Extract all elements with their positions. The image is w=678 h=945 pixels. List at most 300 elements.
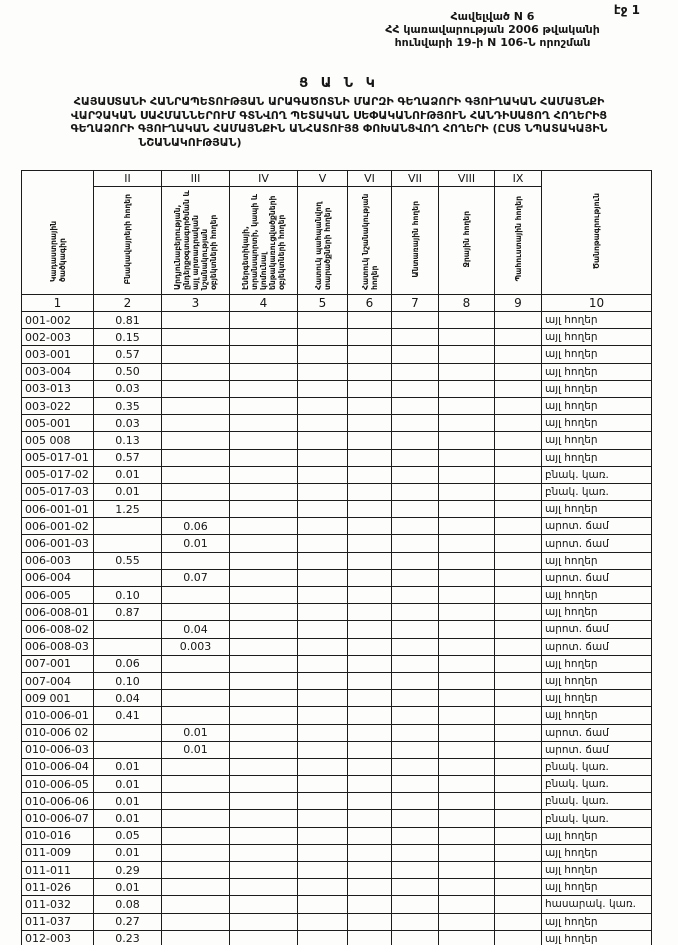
cell-settlement-value: 0.41 <box>94 707 162 724</box>
cell-empty-col8 <box>439 449 495 466</box>
header-forest-lands-label: Անտառային հողեր <box>410 200 420 278</box>
cell-empty-col6 <box>348 604 392 621</box>
cell-settlement-value: 0.01 <box>94 758 162 775</box>
cell-note: այլ հողեր <box>542 329 652 346</box>
cell-industrial-value <box>162 707 230 724</box>
cell-empty-col6 <box>348 587 392 604</box>
cell-note: այլ հողեր <box>542 312 652 329</box>
table-row <box>22 363 652 380</box>
cell-empty-col6 <box>348 380 392 397</box>
cell-cadastral-code: 010-006-03 <box>22 741 94 758</box>
cell-empty-col7 <box>392 741 439 758</box>
cell-cadastral-code: 006-008-03 <box>22 638 94 655</box>
cell-empty-col9 <box>495 483 542 500</box>
cell-empty-col7 <box>392 621 439 638</box>
header-industrial-lands <box>162 187 230 295</box>
decree-line-annex: Հավելված N 6 <box>450 10 535 23</box>
cell-settlement-value <box>94 535 162 552</box>
cell-empty-col7 <box>392 844 439 861</box>
cell-empty-col9 <box>495 844 542 861</box>
cell-note: արոտ. ճամ <box>542 741 652 758</box>
cell-empty-col4 <box>230 896 298 913</box>
cell-empty-col5 <box>298 569 348 586</box>
cell-settlement-value: 0.29 <box>94 862 162 879</box>
cell-empty-col8 <box>439 913 495 930</box>
cell-cadastral-code: 005-001 <box>22 415 94 432</box>
cell-empty-col6 <box>348 638 392 655</box>
cell-empty-col6 <box>348 913 392 930</box>
cell-empty-col5 <box>298 741 348 758</box>
cell-empty-col9 <box>495 930 542 945</box>
cell-note: բնակ. կառ. <box>542 483 652 500</box>
roman-numeral-vi: VI <box>348 171 392 187</box>
cell-settlement-value: 0.01 <box>94 483 162 500</box>
cell-empty-col6 <box>348 569 392 586</box>
cell-industrial-value <box>162 329 230 346</box>
cell-note: այլ հողեր <box>542 862 652 879</box>
table-row <box>22 329 652 346</box>
cell-industrial-value: 0.01 <box>162 724 230 741</box>
header-special-purpose-lands <box>348 187 392 295</box>
cell-cadastral-code: 005-017-03 <box>22 483 94 500</box>
cell-empty-col7 <box>392 672 439 689</box>
roman-numeral-iv: IV <box>230 171 298 187</box>
cell-empty-col5 <box>298 518 348 535</box>
cell-note: այլ հողեր <box>542 879 652 896</box>
table-row <box>22 776 652 793</box>
cell-cadastral-code: 006-003 <box>22 552 94 569</box>
cell-empty-col6 <box>348 724 392 741</box>
cell-empty-col5 <box>298 638 348 655</box>
table-row <box>22 741 652 758</box>
column-number-6: 6 <box>348 295 392 312</box>
cell-empty-col6 <box>348 346 392 363</box>
cell-empty-col5 <box>298 690 348 707</box>
cell-empty-col7 <box>392 466 439 483</box>
cell-empty-col8 <box>439 466 495 483</box>
cell-empty-col4 <box>230 810 298 827</box>
cell-industrial-value <box>162 312 230 329</box>
cell-empty-col7 <box>392 690 439 707</box>
cell-empty-col4 <box>230 827 298 844</box>
cell-empty-col6 <box>348 655 392 672</box>
cell-empty-col4 <box>230 741 298 758</box>
cell-empty-col9 <box>495 741 542 758</box>
title-line-1: ՀԱՅԱՍՏԱՆԻ ՀԱՆՐԱՊԵՏՈՒԹՅԱՆ ԱՐԱԳԱԾՈՏՆԻ ՄԱՐԶԻ ԳԵՂԱՁՈՐԻ ԳՅՈՒՂԱԿԱՆ ՀԱՄԱՅՆՔԻ <box>73 95 605 108</box>
cell-empty-col5 <box>298 655 348 672</box>
cell-note: այլ հողեր <box>542 380 652 397</box>
table-row <box>22 449 652 466</box>
cell-empty-col6 <box>348 776 392 793</box>
header-protected-areas-lands-label: Հատուկ պահպանվող տարածքների հողեր <box>313 201 332 290</box>
cell-empty-col7 <box>392 930 439 945</box>
cell-settlement-value: 0.01 <box>94 810 162 827</box>
cell-empty-col8 <box>439 501 495 518</box>
cell-empty-col7 <box>392 552 439 569</box>
cell-cadastral-code: 002-003 <box>22 329 94 346</box>
cell-empty-col7 <box>392 879 439 896</box>
cell-empty-col8 <box>439 741 495 758</box>
cell-empty-col7 <box>392 707 439 724</box>
cell-empty-col4 <box>230 930 298 945</box>
table-row <box>22 380 652 397</box>
cell-industrial-value <box>162 415 230 432</box>
table-row <box>22 535 652 552</box>
cell-cadastral-code: 003-001 <box>22 346 94 363</box>
cell-empty-col8 <box>439 432 495 449</box>
cell-empty-col7 <box>392 569 439 586</box>
cell-empty-col8 <box>439 415 495 432</box>
cell-settlement-value <box>94 569 162 586</box>
cell-industrial-value: 0.01 <box>162 535 230 552</box>
cell-empty-col9 <box>495 913 542 930</box>
cell-note: արոտ. ճամ <box>542 518 652 535</box>
cell-empty-col4 <box>230 415 298 432</box>
table-row <box>22 930 652 945</box>
cell-settlement-value: 0.57 <box>94 449 162 466</box>
cell-empty-col4 <box>230 312 298 329</box>
cell-empty-col8 <box>439 879 495 896</box>
cell-note: արոտ. ճամ <box>542 638 652 655</box>
cell-cadastral-code: 006-001-03 <box>22 535 94 552</box>
cell-note: այլ հողեր <box>542 672 652 689</box>
table-body <box>22 312 652 945</box>
cell-empty-col8 <box>439 862 495 879</box>
cell-empty-col6 <box>348 501 392 518</box>
cell-empty-col7 <box>392 587 439 604</box>
cell-empty-col6 <box>348 896 392 913</box>
cell-empty-col4 <box>230 758 298 775</box>
cell-empty-col8 <box>439 483 495 500</box>
cell-empty-col4 <box>230 690 298 707</box>
cell-empty-col6 <box>348 483 392 500</box>
cell-empty-col7 <box>392 724 439 741</box>
cell-industrial-value <box>162 672 230 689</box>
table-row <box>22 397 652 414</box>
title-line-2: ՎԱՐՉԱԿԱՆ ՍԱՀՄԱՆՆԵՐՈՒՄ ԳՏՆՎՈՂ ՊԵՏԱԿԱՆ ՍԵՓԱԿԱՆՈՒԹՅՈՒՆ ՀԱՆԴԻՍԱՑՈՂ ՀՈՂԵՐԻՑ <box>70 108 608 122</box>
cell-empty-col7 <box>392 483 439 500</box>
cell-empty-col4 <box>230 432 298 449</box>
cell-empty-col7 <box>392 827 439 844</box>
cell-note: այլ հողեր <box>542 363 652 380</box>
cell-settlement-value: 0.10 <box>94 587 162 604</box>
cell-empty-col9 <box>495 312 542 329</box>
cell-empty-col7 <box>392 810 439 827</box>
header-industrial-lands-label: Արդյունաբերության, ընդերքօգտագործման և այլ արտադրական նշանակության օբյեկտների հողեր <box>173 190 218 290</box>
cell-cadastral-code: 011-009 <box>22 844 94 861</box>
cell-empty-col8 <box>439 655 495 672</box>
cell-empty-col6 <box>348 621 392 638</box>
cell-empty-col6 <box>348 552 392 569</box>
cell-empty-col9 <box>495 621 542 638</box>
cell-empty-col5 <box>298 604 348 621</box>
cell-cadastral-code: 010-016 <box>22 827 94 844</box>
cell-settlement-value <box>94 724 162 741</box>
cell-note: բնակ. կառ. <box>542 776 652 793</box>
cell-empty-col6 <box>348 415 392 432</box>
header-water-lands <box>439 187 495 295</box>
cell-empty-col4 <box>230 535 298 552</box>
cell-empty-col4 <box>230 483 298 500</box>
cell-empty-col7 <box>392 518 439 535</box>
cell-settlement-value <box>94 621 162 638</box>
cell-empty-col8 <box>439 363 495 380</box>
cell-cadastral-code: 003-022 <box>22 397 94 414</box>
cell-empty-col8 <box>439 346 495 363</box>
cell-empty-col7 <box>392 312 439 329</box>
cell-cadastral-code: 006-001-01 <box>22 501 94 518</box>
cell-empty-col9 <box>495 707 542 724</box>
cell-empty-col9 <box>495 810 542 827</box>
cell-empty-col6 <box>348 432 392 449</box>
cell-settlement-value: 0.08 <box>94 896 162 913</box>
column-number-2: 2 <box>94 295 162 312</box>
cell-empty-col8 <box>439 930 495 945</box>
cell-industrial-value <box>162 776 230 793</box>
cell-cadastral-code: 010-006-05 <box>22 776 94 793</box>
cell-settlement-value: 0.15 <box>94 329 162 346</box>
table-row <box>22 690 652 707</box>
table-row <box>22 862 652 879</box>
cell-note: արոտ. ճամ <box>542 535 652 552</box>
cell-empty-col7 <box>392 380 439 397</box>
cell-empty-col5 <box>298 621 348 638</box>
cell-industrial-value <box>162 449 230 466</box>
cell-note: այլ հողեր <box>542 449 652 466</box>
header-cadastral-code <box>22 171 94 295</box>
cell-empty-col6 <box>348 827 392 844</box>
cell-empty-col5 <box>298 483 348 500</box>
cell-empty-col9 <box>495 466 542 483</box>
cell-empty-col9 <box>495 672 542 689</box>
cell-settlement-value: 0.23 <box>94 930 162 945</box>
cell-empty-col5 <box>298 810 348 827</box>
cell-cadastral-code: 007-001 <box>22 655 94 672</box>
cell-empty-col9 <box>495 329 542 346</box>
cell-empty-col6 <box>348 672 392 689</box>
cell-empty-col9 <box>495 896 542 913</box>
cell-empty-col9 <box>495 638 542 655</box>
cell-note: այլ հողեր <box>542 346 652 363</box>
cell-empty-col7 <box>392 638 439 655</box>
table-row <box>22 466 652 483</box>
cell-empty-col5 <box>298 587 348 604</box>
cell-empty-col8 <box>439 535 495 552</box>
cell-empty-col6 <box>348 707 392 724</box>
cell-empty-col8 <box>439 552 495 569</box>
cell-note: բնակ. կառ. <box>542 793 652 810</box>
cell-empty-col5 <box>298 312 348 329</box>
cell-empty-col9 <box>495 432 542 449</box>
decree-reference-block <box>300 10 678 49</box>
cell-industrial-value <box>162 552 230 569</box>
table-row <box>22 672 652 689</box>
cell-settlement-value: 0.81 <box>94 312 162 329</box>
cell-empty-col6 <box>348 397 392 414</box>
cell-industrial-value: 0.01 <box>162 741 230 758</box>
table-row <box>22 415 652 432</box>
cell-empty-col9 <box>495 380 542 397</box>
cell-industrial-value <box>162 432 230 449</box>
header-note <box>542 171 652 295</box>
cell-note: արոտ. ճամ <box>542 724 652 741</box>
cell-empty-col4 <box>230 793 298 810</box>
cell-cadastral-code: 011-026 <box>22 879 94 896</box>
cell-cadastral-code: 011-037 <box>22 913 94 930</box>
cell-empty-col6 <box>348 518 392 535</box>
cell-cadastral-code: 010-006-07 <box>22 810 94 827</box>
cell-empty-col7 <box>392 432 439 449</box>
cell-industrial-value <box>162 913 230 930</box>
cell-empty-col5 <box>298 793 348 810</box>
cell-empty-col8 <box>439 844 495 861</box>
cell-note: այլ հողեր <box>542 397 652 414</box>
cell-empty-col5 <box>298 466 348 483</box>
cell-empty-col8 <box>439 329 495 346</box>
cell-industrial-value <box>162 810 230 827</box>
cell-cadastral-code: 001-002 <box>22 312 94 329</box>
cell-cadastral-code: 005 008 <box>22 432 94 449</box>
cell-note: հասարակ. կառ. <box>542 896 652 913</box>
cell-empty-col8 <box>439 397 495 414</box>
cell-empty-col6 <box>348 329 392 346</box>
column-number-9: 9 <box>495 295 542 312</box>
cell-cadastral-code: 007-004 <box>22 672 94 689</box>
cell-empty-col6 <box>348 810 392 827</box>
cell-industrial-value: 0.07 <box>162 569 230 586</box>
cell-empty-col4 <box>230 604 298 621</box>
cell-empty-col8 <box>439 776 495 793</box>
cell-empty-col4 <box>230 879 298 896</box>
column-number-4: 4 <box>230 295 298 312</box>
cell-empty-col4 <box>230 638 298 655</box>
cell-settlement-value: 0.04 <box>94 690 162 707</box>
cell-empty-col4 <box>230 363 298 380</box>
cell-settlement-value: 0.05 <box>94 827 162 844</box>
cell-empty-col4 <box>230 518 298 535</box>
roman-numeral-viii: VIII <box>439 171 495 187</box>
cell-industrial-value <box>162 827 230 844</box>
table-row <box>22 810 652 827</box>
table-row <box>22 655 652 672</box>
cell-cadastral-code: 003-013 <box>22 380 94 397</box>
cell-industrial-value <box>162 501 230 518</box>
cell-empty-col5 <box>298 862 348 879</box>
cell-empty-col7 <box>392 896 439 913</box>
cell-empty-col8 <box>439 518 495 535</box>
cell-settlement-value: 0.01 <box>94 879 162 896</box>
cell-empty-col7 <box>392 501 439 518</box>
cell-industrial-value: 0.06 <box>162 518 230 535</box>
table-row <box>22 793 652 810</box>
table-row <box>22 638 652 655</box>
cell-empty-col5 <box>298 415 348 432</box>
cell-empty-col9 <box>495 793 542 810</box>
cell-empty-col4 <box>230 844 298 861</box>
cell-empty-col6 <box>348 466 392 483</box>
cell-empty-col5 <box>298 535 348 552</box>
cell-note: այլ հողեր <box>542 707 652 724</box>
cell-empty-col7 <box>392 397 439 414</box>
cell-empty-col8 <box>439 569 495 586</box>
column-number-row <box>22 295 652 312</box>
cell-empty-col9 <box>495 363 542 380</box>
column-number-1: 1 <box>22 295 94 312</box>
cell-empty-col7 <box>392 913 439 930</box>
title-line-3: ԳԵՂԱՁՈՐԻ ԳՅՈՒՂԱԿԱՆ ՀԱՄԱՅՆՔԻՆ ԱՆՀԱՏՈՒՅՑ ՓՈԽԱՆՑՎՈՂ ՀՈՂԵՐԻ (ԸՍՏ ՆՊԱՏԱԿԱՅԻՆ <box>70 122 608 135</box>
cell-empty-col5 <box>298 672 348 689</box>
cell-settlement-value: 0.03 <box>94 380 162 397</box>
header-energy-transport-lands-label: Էներգետիկայի, տրանսպորտի, կապի և կոմունալ ենթակառուցվածքների օբյեկտների հողեր <box>241 193 286 290</box>
cell-industrial-value <box>162 604 230 621</box>
cell-settlement-value: 0.35 <box>94 397 162 414</box>
cell-empty-col4 <box>230 397 298 414</box>
cell-note: այլ հողեր <box>542 913 652 930</box>
cell-empty-col7 <box>392 655 439 672</box>
cell-cadastral-code: 006-008-01 <box>22 604 94 621</box>
cell-empty-col9 <box>495 587 542 604</box>
cell-industrial-value <box>162 758 230 775</box>
roman-numeral-ix: IX <box>495 171 542 187</box>
cell-industrial-value <box>162 879 230 896</box>
cell-empty-col6 <box>348 312 392 329</box>
cell-empty-col9 <box>495 655 542 672</box>
header-reserve-lands-label: Պահուստային հողեր <box>513 196 523 282</box>
cell-cadastral-code: 010-006-04 <box>22 758 94 775</box>
cell-empty-col5 <box>298 879 348 896</box>
cell-empty-col4 <box>230 449 298 466</box>
roman-numeral-ii: II <box>94 171 162 187</box>
cell-settlement-value: 0.13 <box>94 432 162 449</box>
cell-note: այլ հողեր <box>542 604 652 621</box>
cell-note: այլ հողեր <box>542 501 652 518</box>
decree-line-date: հունվարի 19-ի N 106-Ն որոշման <box>394 36 591 49</box>
table-row <box>22 483 652 500</box>
cell-empty-col5 <box>298 397 348 414</box>
cell-note: այլ հողեր <box>542 552 652 569</box>
header-settlement-lands <box>94 187 162 295</box>
cell-empty-col4 <box>230 346 298 363</box>
cell-settlement-value: 0.01 <box>94 844 162 861</box>
cell-empty-col8 <box>439 758 495 775</box>
cell-industrial-value <box>162 862 230 879</box>
header-note-label: Ծանոթագրություն <box>592 193 601 269</box>
cell-cadastral-code: 006-005 <box>22 587 94 604</box>
table-row <box>22 758 652 775</box>
cell-empty-col9 <box>495 518 542 535</box>
cell-industrial-value <box>162 655 230 672</box>
cell-empty-col4 <box>230 466 298 483</box>
cell-empty-col5 <box>298 449 348 466</box>
cell-cadastral-code: 006-004 <box>22 569 94 586</box>
cell-empty-col7 <box>392 346 439 363</box>
cell-cadastral-code: 006-001-02 <box>22 518 94 535</box>
cell-empty-col5 <box>298 380 348 397</box>
cell-industrial-value <box>162 690 230 707</box>
cell-empty-col7 <box>392 793 439 810</box>
cell-settlement-value: 0.01 <box>94 776 162 793</box>
table-row <box>22 604 652 621</box>
cell-empty-col5 <box>298 329 348 346</box>
cell-empty-col4 <box>230 501 298 518</box>
cell-empty-col9 <box>495 604 542 621</box>
table-row <box>22 896 652 913</box>
roman-numeral-vii: VII <box>392 171 439 187</box>
cell-settlement-value <box>94 638 162 655</box>
cell-industrial-value: 0.003 <box>162 638 230 655</box>
cell-empty-col4 <box>230 621 298 638</box>
table-row <box>22 827 652 844</box>
